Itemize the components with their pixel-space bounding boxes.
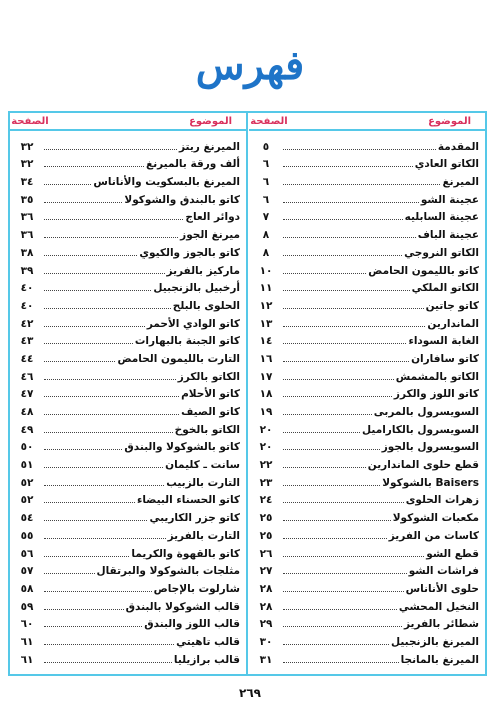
entry-topic: كاتو الحسناء البيضاء <box>136 494 240 507</box>
entry-page: ٤٦ <box>20 370 34 383</box>
entry-page: ٣٨ <box>20 246 34 259</box>
index-entry <box>249 365 485 383</box>
entry-topic: السويسرول بالكاراميل <box>362 423 479 436</box>
index-entry <box>10 347 246 365</box>
entry-topic: أرخبيل بالزنجبيل <box>153 282 240 295</box>
index-entry <box>10 170 246 188</box>
entry-page: ٤٧ <box>20 388 34 401</box>
index-entry <box>10 135 246 153</box>
dot-leader <box>44 467 163 468</box>
page-header: الصفحة <box>11 115 49 127</box>
index-entry <box>249 383 485 401</box>
entry-topic: كاتو بالليمون الحامض <box>368 264 479 277</box>
index-entry <box>249 170 485 188</box>
entry-topic: كاتو بالجوز والكيوي <box>139 246 240 259</box>
index-entry <box>10 436 246 454</box>
dot-leader <box>283 273 366 274</box>
entry-topic: الميرنغ <box>442 176 479 189</box>
entry-page: ٢٥ <box>259 529 273 542</box>
dot-leader <box>283 467 366 468</box>
dot-leader <box>283 502 404 503</box>
index-column-right <box>249 113 485 674</box>
entry-topic: الميرنغ بالمانجا <box>400 653 479 666</box>
entry-topic: المقدمة <box>437 140 479 153</box>
index-entry <box>249 471 485 489</box>
index-entry <box>10 524 246 542</box>
entry-topic: كاتو جزر الكاريبي <box>149 512 240 525</box>
entry-topic: الماندارين <box>427 317 479 330</box>
index-entry <box>10 153 246 171</box>
entry-topic: كاتو الجبنة بالبهارات <box>134 335 240 348</box>
entry-topic: كاتو جاتين <box>425 299 479 312</box>
dot-leader <box>283 591 404 592</box>
index-entry <box>10 453 246 471</box>
dot-leader <box>44 644 174 645</box>
entry-page: ٤٠ <box>20 282 34 295</box>
entry-page: ٢٧ <box>259 565 273 578</box>
entry-page: ٥٩ <box>20 600 34 613</box>
entry-page: ٣٦ <box>20 229 34 242</box>
dot-leader <box>283 166 413 167</box>
entry-topic: السويسرول بالجوز <box>381 441 479 454</box>
entry-topic: الميرنغ بالبسكويت والأناناس <box>93 176 240 189</box>
entry-page: ٣٦ <box>20 211 34 224</box>
entry-page: ١٧ <box>259 370 273 383</box>
entry-topic: زهرات الحلوى <box>405 494 479 507</box>
entry-page: ٤٩ <box>20 423 34 436</box>
index-entry <box>249 542 485 560</box>
dot-leader <box>44 414 179 415</box>
dot-leader <box>283 379 394 380</box>
index-entry <box>249 524 485 542</box>
dot-leader <box>44 379 176 380</box>
column-header <box>249 113 485 131</box>
dot-leader <box>283 149 436 150</box>
entry-page: ٨ <box>262 229 270 242</box>
entry-page: ٥١ <box>20 459 34 472</box>
dot-leader <box>283 662 399 663</box>
index-entry <box>249 153 485 171</box>
entry-topic: كاسات من الفريز <box>388 529 479 542</box>
dot-leader <box>44 255 137 256</box>
dot-leader <box>283 485 380 486</box>
dot-leader <box>44 485 164 486</box>
entry-topic: قالب تاهيتي <box>176 635 240 648</box>
dot-leader <box>44 432 173 433</box>
index-entry <box>249 613 485 631</box>
entry-page: ١٩ <box>259 406 273 418</box>
entry-topic: ماركيز بالفريز <box>166 264 240 277</box>
dot-leader <box>283 432 360 433</box>
entry-topic: مكعبات الشوكولا <box>392 512 479 525</box>
entry-page: ٢٢ <box>259 459 273 472</box>
entry-page: ٢٦ <box>259 547 273 560</box>
index-entry <box>249 259 485 277</box>
dot-leader <box>283 237 416 238</box>
dot-leader <box>44 556 129 557</box>
index-entry <box>249 135 485 153</box>
dot-leader <box>283 202 419 203</box>
dot-leader <box>44 290 151 291</box>
entry-topic: الغابة السوداء <box>408 335 479 348</box>
topic-header: الموضوع <box>428 115 471 127</box>
entry-topic: كاتو سافاران <box>411 352 479 365</box>
index-entry <box>10 400 246 418</box>
index-entry <box>249 277 485 295</box>
page-header: الصفحة <box>250 115 288 127</box>
dot-leader <box>283 573 407 574</box>
entry-page: ٤٣ <box>20 335 34 348</box>
dot-leader <box>283 326 425 327</box>
page-title: فهرس <box>195 42 305 89</box>
entry-topic: كاتو بالبندق والشوكولا <box>124 193 240 206</box>
entry-topic: الكاتو بالكرز <box>177 370 240 383</box>
entry-topic: التارت بالفريز <box>167 529 240 542</box>
index-entry <box>249 560 485 578</box>
entry-topic: عجينة الباف <box>417 229 479 242</box>
index-entry <box>249 330 485 348</box>
page-number: ٢٦٩ <box>239 686 261 700</box>
index-entry <box>10 330 246 348</box>
entry-topic: الكاتو النروجي <box>404 246 479 259</box>
dot-leader <box>283 184 440 185</box>
entry-topic: قالب برازيليا <box>173 653 240 666</box>
index-entry <box>249 223 485 241</box>
index-entry <box>10 506 246 524</box>
dot-leader <box>44 502 135 503</box>
index-entry <box>249 312 485 330</box>
dot-leader <box>283 449 380 450</box>
index-entry <box>10 383 246 401</box>
entry-topic: الكاتو العادي <box>414 158 479 171</box>
entry-topic: فراشات الشو <box>408 565 479 578</box>
entry-page: ٣٩ <box>20 264 34 277</box>
dot-leader <box>44 343 133 344</box>
index-entry <box>10 577 246 595</box>
index-entry <box>249 400 485 418</box>
index-entry <box>249 489 485 507</box>
column-header <box>10 113 246 131</box>
entry-topic: شطائر بالفريز <box>403 618 479 631</box>
dot-leader <box>283 290 410 291</box>
dot-leader <box>283 609 397 610</box>
entry-page: ٥٠ <box>20 441 34 454</box>
entry-topic: الكاتو بالمشمش <box>395 370 479 383</box>
entry-page: ٦١ <box>20 653 34 666</box>
index-entry <box>10 277 246 295</box>
index-rows <box>249 131 485 666</box>
entry-topic: ميرنغ الجوز <box>180 229 240 242</box>
entry-page: ٣١ <box>259 653 273 666</box>
entry-topic: مثلجات بالشوكولا والبرتقال <box>96 565 240 578</box>
index-entry <box>10 560 246 578</box>
entry-page: ٤٠ <box>20 299 34 312</box>
entry-page: ٨ <box>262 246 270 259</box>
index-column-left <box>10 113 248 674</box>
entry-topic: النخيل المحشي <box>398 600 479 613</box>
entry-page: ٤٤ <box>20 352 34 365</box>
index-table <box>8 111 487 676</box>
entry-page: ٧ <box>262 211 270 224</box>
index-rows <box>10 131 246 666</box>
index-entry <box>249 648 485 666</box>
entry-page: ٥٦ <box>20 547 34 560</box>
entry-page: ١١ <box>259 282 273 295</box>
index-entry <box>249 577 485 595</box>
entry-page: ٣٢ <box>20 158 34 171</box>
entry-page: ١٢ <box>259 299 273 312</box>
entry-topic: عجينة السابليه <box>404 211 479 224</box>
entry-page: ١٨ <box>259 388 273 401</box>
dot-leader <box>44 626 142 627</box>
entry-page: ٦١ <box>20 635 34 648</box>
index-entry <box>249 188 485 206</box>
entry-topic: كاتو الوادي الأحمر <box>146 317 240 330</box>
entry-page: ٣٢ <box>20 140 34 153</box>
entry-topic: قالب اللوز والبندق <box>144 618 240 631</box>
index-entry <box>249 418 485 436</box>
entry-page: ٢٤ <box>259 494 273 507</box>
index-entry <box>249 206 485 224</box>
index-entry <box>249 436 485 454</box>
entry-topic: كاتو بالقهوة والكريما <box>131 547 240 560</box>
dot-leader <box>44 273 165 274</box>
entry-page: ٢٨ <box>259 582 273 595</box>
index-entry <box>249 294 485 312</box>
index-entry <box>249 630 485 648</box>
entry-topic: الكاتو الملكي <box>411 282 479 295</box>
dot-leader <box>44 573 95 574</box>
index-entry <box>249 347 485 365</box>
index-entry <box>10 418 246 436</box>
index-entry <box>249 595 485 613</box>
index-entry <box>10 188 246 206</box>
dot-leader <box>283 396 392 397</box>
entry-topic: حلوى الأناناس <box>405 582 479 595</box>
entry-page: ٥٧ <box>20 565 34 578</box>
index-entry <box>10 223 246 241</box>
entry-topic: قطع الشو <box>426 547 479 560</box>
index-entry <box>10 542 246 560</box>
dot-leader <box>283 414 372 415</box>
entry-page: ١٠ <box>259 264 273 277</box>
dot-leader <box>44 219 183 220</box>
entry-topic: سانت ـ كليمان <box>165 459 240 472</box>
entry-page: ٤٨ <box>20 406 34 418</box>
index-entry <box>10 471 246 489</box>
entry-topic: كاتو الأحلام <box>181 388 240 401</box>
entry-topic: Baisers بالشوكولا <box>382 476 479 489</box>
entry-page: ٥٤ <box>20 512 34 525</box>
entry-topic: دوائر العاج <box>185 211 240 224</box>
entry-page: ٥٢ <box>20 476 34 489</box>
entry-page: ٢٩ <box>259 618 273 631</box>
entry-page: ٥ <box>262 140 270 153</box>
entry-topic: كاتو بالشوكولا والبندق <box>124 441 240 454</box>
entry-topic: كاتو اللوز والكرز <box>393 388 479 401</box>
index-entry <box>10 595 246 613</box>
entry-page: ٦ <box>262 158 270 171</box>
dot-leader <box>44 361 115 362</box>
index-entry <box>10 365 246 383</box>
dot-leader <box>283 219 403 220</box>
entry-page: ٦ <box>262 193 270 206</box>
topic-header: الموضوع <box>189 115 232 127</box>
entry-page: ٣٤ <box>20 176 34 189</box>
dot-leader <box>283 255 402 256</box>
dot-leader <box>44 184 91 185</box>
dot-leader <box>283 361 409 362</box>
index-entry <box>10 294 246 312</box>
entry-page: ٥٢ <box>20 494 34 507</box>
entry-topic: التارت بالليمون الحامض <box>117 352 240 365</box>
entry-topic: شارلوت بالإجاص <box>153 582 240 595</box>
dot-leader <box>283 626 402 627</box>
dot-leader <box>44 396 179 397</box>
entry-page: ٥٨ <box>20 582 34 595</box>
entry-page: ٢٠ <box>259 423 273 436</box>
dot-leader <box>44 520 147 521</box>
entry-topic: الحلوى بالبلح <box>172 299 240 312</box>
entry-page: ٢٨ <box>259 600 273 613</box>
entry-page: ٢٠ <box>259 441 273 454</box>
dot-leader <box>44 538 166 539</box>
entry-page: ٥٥ <box>20 529 34 542</box>
dot-leader <box>283 538 387 539</box>
index-entry <box>10 259 246 277</box>
entry-page: ٦ <box>262 176 270 189</box>
entry-page: ٤٢ <box>20 317 34 330</box>
dot-leader <box>44 326 145 327</box>
dot-leader <box>44 202 122 203</box>
dot-leader <box>283 520 391 521</box>
dot-leader <box>44 662 172 663</box>
index-entry <box>249 241 485 259</box>
dot-leader <box>44 166 144 167</box>
entry-topic: الكاتو بالخوخ <box>174 423 240 436</box>
entry-topic: قالب الشوكولا بالبندق <box>125 600 240 613</box>
dot-leader <box>44 308 171 309</box>
dot-leader <box>283 308 424 309</box>
entry-page: ٢٥ <box>259 512 273 525</box>
index-entry <box>10 312 246 330</box>
index-entry <box>10 613 246 631</box>
entry-topic: السويسرول بالمربى <box>373 406 479 418</box>
entry-page: ٣٠ <box>259 635 273 648</box>
dot-leader <box>283 644 389 645</box>
dot-leader <box>44 591 152 592</box>
dot-leader <box>283 343 406 344</box>
dot-leader <box>44 609 124 610</box>
entry-page: ٦٠ <box>20 618 34 631</box>
index-entry <box>10 630 246 648</box>
entry-page: ٣٥ <box>20 193 34 206</box>
dot-leader <box>44 149 177 150</box>
entry-page: ١٤ <box>259 335 273 348</box>
entry-page: ١٦ <box>259 352 273 365</box>
entry-topic: عجينة الشو <box>420 193 479 206</box>
entry-topic: الميرنغ بالزنجبيل <box>391 635 479 648</box>
entry-topic: كاتو الصيف <box>181 406 240 418</box>
index-entry <box>249 453 485 471</box>
entry-topic: قطع حلوى الماندارين <box>367 459 479 472</box>
index-entry <box>10 648 246 666</box>
dot-leader <box>44 449 122 450</box>
index-entry <box>249 506 485 524</box>
entry-page: ٢٣ <box>259 476 273 489</box>
index-entry <box>10 489 246 507</box>
dot-leader <box>44 237 178 238</box>
dot-leader <box>283 556 424 557</box>
index-entry <box>10 206 246 224</box>
entry-topic: التارت بالزبيب <box>166 476 240 489</box>
index-entry <box>10 241 246 259</box>
entry-topic: ألف ورقة بالميرنغ <box>146 158 240 171</box>
entry-page: ١٣ <box>259 317 273 330</box>
entry-topic: الميرنغ ريتز <box>179 140 240 153</box>
